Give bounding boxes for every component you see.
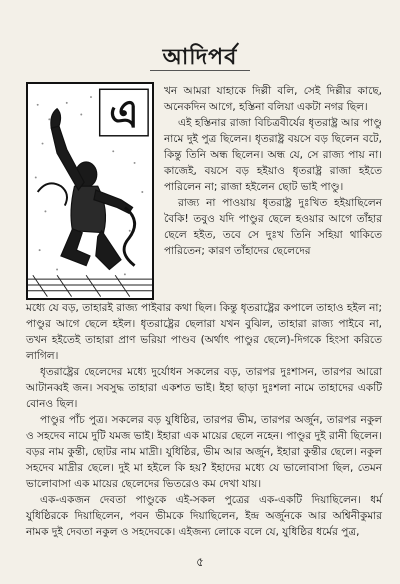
drop-letter: এ [109,92,139,138]
paragraph: পাণ্ডুর পাঁচ পুত্র। সকলের বড় যুধিষ্ঠির, তারপর ভীম, তারপর অর্জুন, তারপর নকুল ও সহদেব নামে দুটি যমজ ভাই। ইহারা এক মায়ের ছেলে নহেন। পাণ্ডুর দুই রানী ছিলেন। বড়র নাম কুন্তী, ছোটর নাম মাদ্রী। যুধিষ্ঠির, ভীম আর অর্জুন, ইহারা কুন্তীর ছেলে। নকুল সহদেব মাদ্রীর ছেলে। দুই মা হইলে কি হয়? ইহাদের মধ্যে যে ভালোবাসা ছিল, তেমন ভালোবাসা এক মায়ের ছেলেদের ভিতরেও কম দেখা যায়। [26,414,382,490]
page-number: ৫ [196,555,204,569]
chapter-illustration [26,82,154,300]
title-divider [150,70,250,71]
paragraph: মধ্যে যে বড়, তাহারই রাজ্য পাইবার কথা ছিল। কিন্তু ধৃতরাষ্ট্রের কপালে তাহাও হইল না; পাণ্ডুর আগে ছেলে হইল। ধৃতরাষ্ট্রের ছেলারা যখন বুঝিল, তাহারা রাজ্য পাইবে না, তখন হইতেই তাহারা প্রাণ ভরিয়া পাণ্ডব (অর্থাৎ পাণ্ডুর ছেলে)-দিগকে হিংসা করিতে লাগিল। [26,302,382,362]
paragraph: রাজ্য না পাওয়ায় ধৃতরাষ্ট্র দুঃখিত হইয়াছিলেন বৈকি! তবুও যদি পাণ্ডুর ছেলে হওয়ার আগে তাঁহার ছেলে হইত, তবে সে দুঃখ তিনি সহিয়া থাকিতে পারিতেন; কারণ তাঁহাদের ছেলেদের [164,197,382,257]
paragraph: এক-একজন দেবতা পাণ্ডুকে এই-সকল পুত্রের এক-একটি দিয়াছিলেন। ধর্ম যুধিষ্ঠিরকে দিয়াছিলেন, পবন ভীমকে দিয়াছিলেন, ইন্দ্র অর্জুনকে আর অশ্বিনীকুমার নামক দুই দেবতা নকুল ও সহদেবকে। এইজন্য লোকে বলে যে, যুধিষ্ঠির ধর্মের পুত্র, [26,494,382,538]
chapter-title: আদিপর্ব [162,45,238,70]
column-text [164,83,382,259]
paragraph: ধৃতরাষ্ট্রের ছেলেদের মধ্যে দুর্যোধন সকলের বড়, তারপর দুঃশাসন, তারপর আরো আটানব্বই জন। সবসুদ্ধ তাহারা একশত ভাই। ইহা ছাড়া দুঃশলা নামে তাহাদের একটি বোনও ছিল। [26,366,382,410]
paragraph: এই হস্তিনার রাজা বিচিত্রবীর্যের ধৃতরাষ্ট্র আর পাণ্ডু নামে দুই পুত্র ছিলেন। ধৃতরাষ্ট্র বয়সে বড় ছিলেন বটে, কিন্তু তিনি অন্ধ ছিলেন। অন্ধ যে, সে রাজ্য পায় না। কাজেই, বয়সে বড় হইয়াও ধৃতরাষ্ট্র রাজা হইতে পারিলেন না; রাজা হইলেন ছোট ভাই পাণ্ডু। [164,117,382,193]
paragraph: খন আমরা যাহাকে দিল্লী বলি, সেই দিল্লীর কাছে, অনেকদিন আগে, হস্তিনা বলিয়া একটা নগর ছিল। [164,85,382,113]
woodcut-figure-image [28,84,152,298]
full-width-text [26,300,382,540]
